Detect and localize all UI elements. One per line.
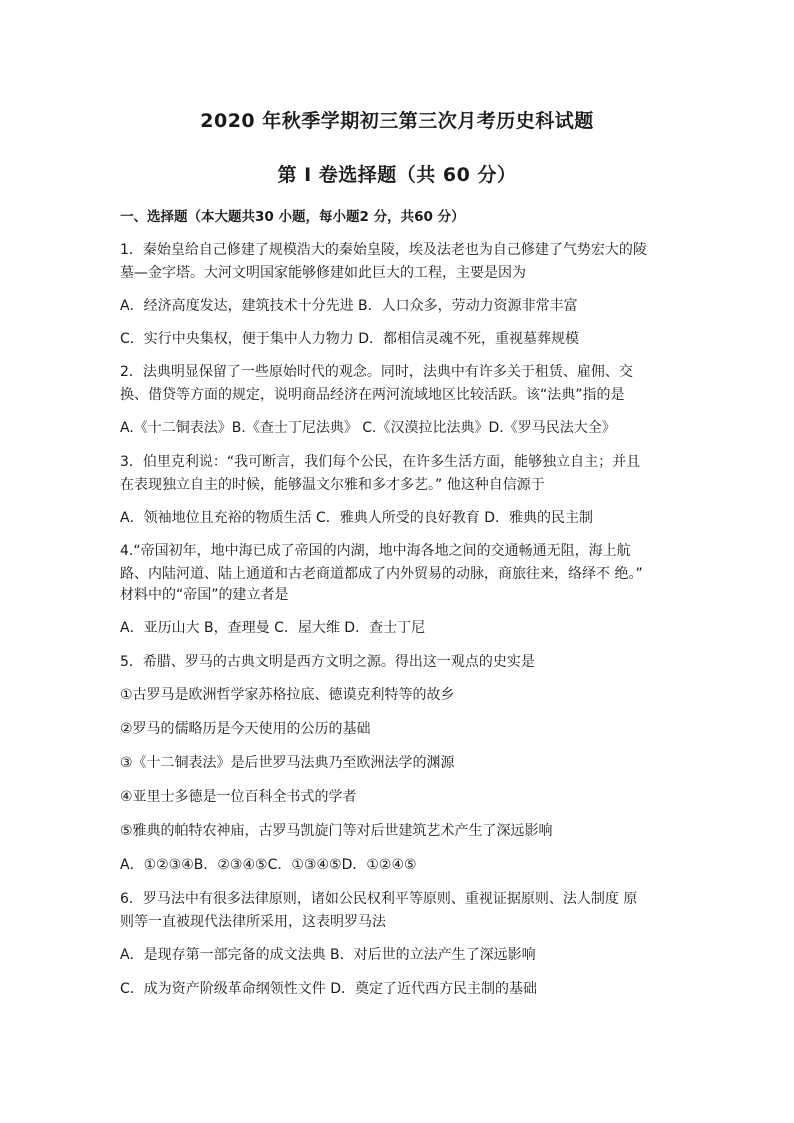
question-5-item-3: ③《十二铜表法》是后世罗马法典乃至欧洲法学的渊源 xyxy=(120,755,455,771)
question-6-options-line-2: C．成为资产阶级革命纲领性文件 D．奠定了近代西方民主制的基础 xyxy=(120,981,538,997)
question-1-stem-line-1: 1．秦始皇给自己修建了规模浩大的秦始皇陵，埃及法老也为自己修建了气势宏大的陵 xyxy=(120,242,647,258)
question-6-stem-line-1: 6．罗马法中有很多法律原则，诸如公民权利平等原则、重视证据原则、法人制度 原 xyxy=(120,891,638,907)
section-heading: 一、选择题（本大题共30 小题，每小题2 分，共60 分） xyxy=(120,209,465,225)
question-2-stem-line-2: 换、借贷等方面的规定，说明商品经济在两河流域地区比较活跃。该“法典”指的是 xyxy=(120,387,625,403)
question-3-stem-line-1: 3．伯里克利说：“我可断言，我们每个公民，在许多生活方面，能够独立自主；并且 xyxy=(120,454,641,470)
question-6-stem-line-2: 则等一直被现代法律所采用，这表明罗马法 xyxy=(120,914,386,930)
question-4-stem-line-1: 4.“帝国初年，地中海已成了帝国的内湖，地中海各地之间的交通畅通无阻，海上航 xyxy=(120,543,631,559)
question-4-options: A．亚历山大 B，查理曼 C．屋大维 D．查士丁尼 xyxy=(120,620,426,636)
question-5-item-1: ①古罗马是欧洲哲学家苏格拉底、德谟克利特等的故乡 xyxy=(120,687,455,703)
question-3-options: A．领袖地位且充裕的物质生活 C．雅典人所受的良好教育 D．雅典的民主制 xyxy=(120,510,594,526)
exam-title: 2020 年秋季学期初三第三次月考历史科试题 xyxy=(200,110,594,132)
question-1-options-line-1: A．经济高度发达，建筑技术十分先进 B．人口众多，劳动力资源非常丰富 xyxy=(120,298,578,314)
question-2-options: A.《十二铜表法》B.《查士丁尼法典》 C.《汉漠拉比法典》D.《罗马民法大全》 xyxy=(120,420,616,436)
question-1-stem-line-2: 墓—金字塔。大河文明国家能够修建如此巨大的工程，主要是因为 xyxy=(120,265,526,281)
question-5-stem: 5．希腊、罗马的古典文明是西方文明之源。得出这一观点的史实是 xyxy=(120,654,535,670)
question-5-item-5: ⑤雅典的帕特农神庙，古罗马凯旋门等对后世建筑艺术产生了深远影响 xyxy=(120,823,553,839)
question-5-options: A．①②③④B．②③④⑤C．①③④⑤D．①②④⑤ xyxy=(120,857,417,873)
question-4-stem-line-3: 材料中的“帝国”的建立者是 xyxy=(120,587,289,603)
question-3-stem-line-2: 在表现独立自主的时候，能够温文尔雅和多才多艺。” 他这种自信源于 xyxy=(120,477,545,493)
question-6-options-line-1: A．是现存第一部完备的成文法典 B．对后世的立法产生了深远影响 xyxy=(120,947,536,963)
question-2-stem-line-1: 2．法典明显保留了一些原始时代的观念。同时，法典中有许多关于租赁、雇佣、交 xyxy=(120,364,633,380)
question-5-item-2: ②罗马的儒略历是今天使用的公历的基础 xyxy=(120,721,371,737)
question-1-options-line-2: C．实行中央集权，便于集中人力物力 D．都相信灵魂不死，重视墓葬规模 xyxy=(120,331,580,347)
section-subtitle: 第 I 卷选择题（共 60 分） xyxy=(277,164,517,186)
question-4-stem-line-2: 路、内陆河道、陆上通道和古老商道都成了内外贸易的动脉，商旅往来，络绎不 绝。” xyxy=(120,566,643,582)
question-5-item-4: ④亚里士多德是一位百科全书式的学者 xyxy=(120,789,357,805)
